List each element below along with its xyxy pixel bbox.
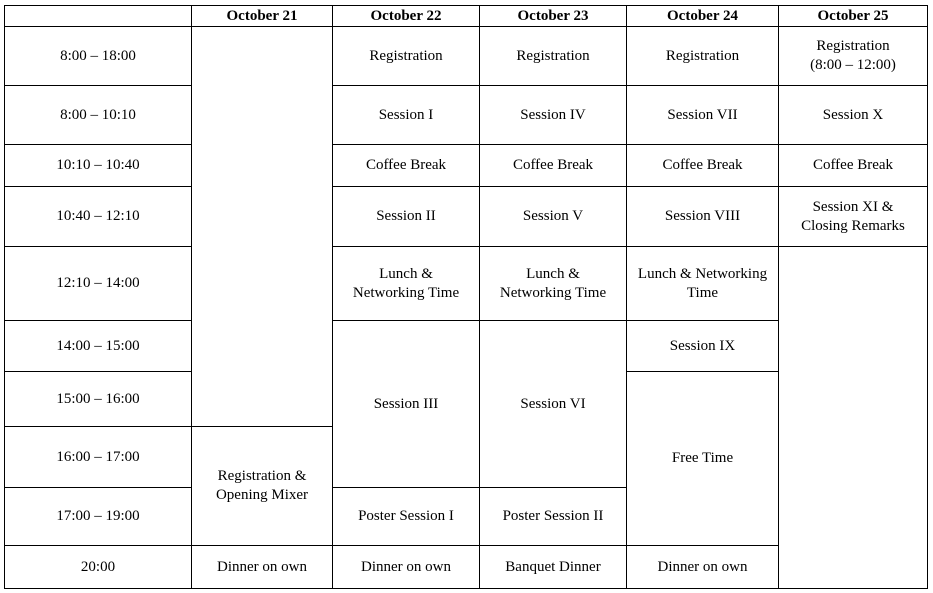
oct22-lunch: Lunch & Networking Time xyxy=(333,247,480,321)
oct22-session-2: Session II xyxy=(333,187,480,247)
oct23-registration: Registration xyxy=(480,27,627,86)
oct24-dinner: Dinner on own xyxy=(627,546,779,589)
table-row xyxy=(5,86,928,145)
time-cell: 17:00 – 19:00 xyxy=(5,488,192,546)
header-oct-25: October 25 xyxy=(779,6,928,27)
oct22-coffee-break: Coffee Break xyxy=(333,145,480,187)
oct25-session-11: Session XI & Closing Remarks xyxy=(779,187,928,247)
time-cell: 15:00 – 16:00 xyxy=(5,372,192,427)
time-cell: 10:40 – 12:10 xyxy=(5,187,192,247)
oct24-lunch: Lunch & Networking Time xyxy=(627,247,779,321)
header-oct-21: October 21 xyxy=(192,6,333,27)
oct25-registration: Registration (8:00 – 12:00) xyxy=(779,27,928,86)
oct23-session-5: Session V xyxy=(480,187,627,247)
oct23-dinner: Banquet Dinner xyxy=(480,546,627,589)
oct24-coffee-break: Coffee Break xyxy=(627,145,779,187)
oct21-dinner: Dinner on own xyxy=(192,546,333,589)
oct22-poster-session: Poster Session I xyxy=(333,488,480,546)
time-cell: 10:10 – 10:40 xyxy=(5,145,192,187)
oct23-lunch: Lunch & Networking Time xyxy=(480,247,627,321)
time-cell: 12:10 – 14:00 xyxy=(5,247,192,321)
time-cell: 8:00 – 10:10 xyxy=(5,86,192,145)
oct23-session-6: Session VI xyxy=(480,321,627,488)
header-oct-24: October 24 xyxy=(627,6,779,27)
table-row xyxy=(5,27,928,86)
oct25-session-10: Session X xyxy=(779,86,928,145)
oct23-poster-session: Poster Session II xyxy=(480,488,627,546)
oct22-dinner: Dinner on own xyxy=(333,546,480,589)
table-row xyxy=(5,145,928,187)
oct21-empty-cell xyxy=(192,27,333,427)
oct22-registration: Registration xyxy=(333,27,480,86)
conference-schedule-table xyxy=(4,5,928,589)
table-row xyxy=(5,247,928,321)
oct24-session-9: Session IX xyxy=(627,321,779,372)
oct24-free-time: Free Time xyxy=(627,372,779,546)
oct25-empty-cell xyxy=(779,247,928,589)
oct23-session-4: Session IV xyxy=(480,86,627,145)
header-oct-22: October 22 xyxy=(333,6,480,27)
header-row xyxy=(5,6,928,27)
oct22-session-1: Session I xyxy=(333,86,480,145)
oct24-registration: Registration xyxy=(627,27,779,86)
oct21-registration-mixer: Registration & Opening Mixer xyxy=(192,427,333,546)
time-cell: 20:00 xyxy=(5,546,192,589)
oct24-session-8: Session VIII xyxy=(627,187,779,247)
oct23-coffee-break: Coffee Break xyxy=(480,145,627,187)
time-cell: 8:00 – 18:00 xyxy=(5,27,192,86)
time-cell: 16:00 – 17:00 xyxy=(5,427,192,488)
oct25-coffee-break: Coffee Break xyxy=(779,145,928,187)
time-cell: 14:00 – 15:00 xyxy=(5,321,192,372)
oct24-session-7: Session VII xyxy=(627,86,779,145)
header-oct-23: October 23 xyxy=(480,6,627,27)
table-row xyxy=(5,187,928,247)
oct22-session-3: Session III xyxy=(333,321,480,488)
header-corner xyxy=(5,6,192,27)
